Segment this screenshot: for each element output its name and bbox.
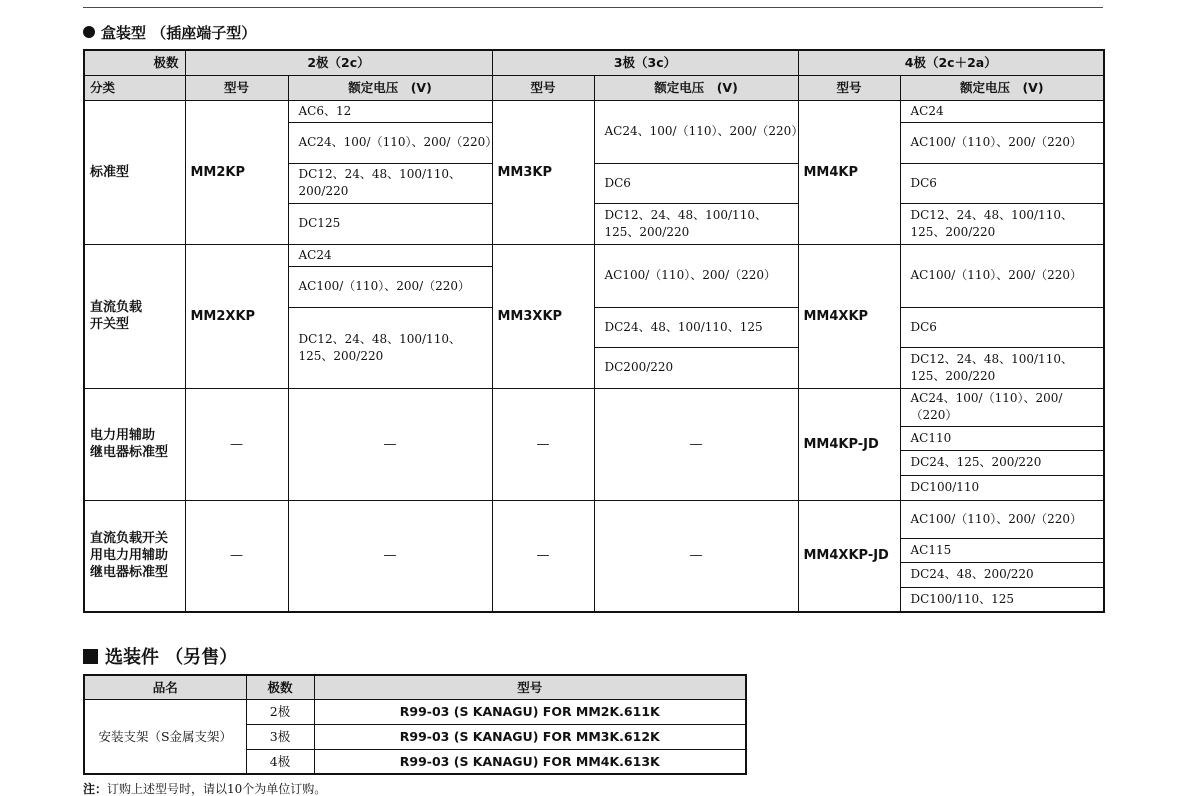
voltage-cell: AC100/（110）、200/（220） <box>900 500 1104 538</box>
model-table <box>83 49 1105 613</box>
model-cell: MM2KP <box>185 100 288 244</box>
col-header-voltage: 额定电压 (V) <box>288 75 492 100</box>
model-cell: — <box>492 388 594 500</box>
voltage-cell: DC12、24、48、100/110、125、200/220 <box>900 203 1104 244</box>
category-line: 直流负载 <box>90 300 143 315</box>
voltage-cell: DC12、24、48、100/110、125、200/220 <box>288 307 492 388</box>
col-header-model: 型号 <box>492 75 594 100</box>
footnote <box>83 780 326 796</box>
table-row <box>84 100 1104 122</box>
voltage-cell: DC6 <box>594 163 798 203</box>
col-header-model: 型号 <box>185 75 288 100</box>
voltage-cell: DC200/220 <box>594 347 798 388</box>
table-row <box>84 699 746 724</box>
model-cell: — <box>492 500 594 612</box>
voltage-cell: AC24、100/（110）、200/（220） <box>288 122 492 163</box>
category-line: 用电力用辅助 <box>90 548 169 564</box>
group-header-3p: 3极（3c） <box>492 50 798 75</box>
group-header-4p: 4极（2c＋2a） <box>798 50 1104 75</box>
section-title-options <box>83 643 237 669</box>
table-row <box>84 500 1104 538</box>
voltage-cell: AC115 <box>900 538 1104 562</box>
empty-dash-cell: — <box>594 500 798 612</box>
voltage-cell: AC110 <box>900 426 1104 450</box>
model-cell: MM4KP <box>798 100 900 244</box>
col-header-voltage: 额定电压 (V) <box>594 75 798 100</box>
group-header-2p: 2极（2c） <box>185 50 492 75</box>
model-cell: R99-03 (S KANAGU) FOR MM4K.613K <box>314 749 746 774</box>
model-cell: MM4XKP <box>798 244 900 388</box>
filled-circle-icon <box>83 26 95 38</box>
top-rule <box>83 7 1103 8</box>
col-header-model: 型号 <box>314 675 746 699</box>
options-table <box>83 674 747 775</box>
voltage-cell: AC24、100/（110）、200/（220） <box>900 388 1104 426</box>
options-header-row <box>84 675 746 699</box>
col-header-voltage: 额定电压 (V) <box>900 75 1104 100</box>
category-line: 继电器标准型 <box>90 565 169 581</box>
col-header-poles: 极数 <box>246 675 314 699</box>
category-line: 开关型 <box>90 317 130 332</box>
model-cell: MM2XKP <box>185 244 288 388</box>
footnote-label: 注： <box>83 782 108 796</box>
model-cell: R99-03 (S KANAGU) FOR MM3K.612K <box>314 724 746 749</box>
voltage-cell: AC24 <box>288 244 492 266</box>
category-line: 直流负载开关 <box>90 531 169 547</box>
voltage-cell: DC100/110 <box>900 475 1104 500</box>
voltage-cell: DC12、24、48、100/110、125、200/220 <box>900 347 1104 388</box>
section-title-box-type <box>83 22 256 43</box>
voltage-cell: AC24、100/（110）、200/（220） <box>594 100 798 163</box>
corner-poles-label: 极数 <box>84 50 185 75</box>
poles-cell: 3极 <box>246 724 314 749</box>
section-title-text: 选装件 （另售） <box>105 647 238 668</box>
empty-dash-cell: — <box>288 388 492 500</box>
model-cell: MM3KP <box>492 100 594 244</box>
model-cell: MM3XKP <box>492 244 594 388</box>
header-row-columns <box>84 75 1104 100</box>
voltage-cell: DC12、24、48、100/110、200/220 <box>288 163 492 203</box>
model-cell: R99-03 (S KANAGU) FOR MM2K.611K <box>314 699 746 724</box>
voltage-cell: AC100/（110）、200/（220） <box>900 122 1104 163</box>
category-line: 继电器标准型 <box>90 445 169 460</box>
voltage-cell: DC6 <box>900 307 1104 347</box>
filled-square-icon <box>83 649 98 664</box>
voltage-cell: DC6 <box>900 163 1104 203</box>
category-cell <box>84 388 185 500</box>
voltage-cell: AC100/（110）、200/（220） <box>594 244 798 307</box>
voltage-cell: DC125 <box>288 203 492 244</box>
voltage-cell: DC24、125、200/220 <box>900 450 1104 475</box>
footnote-text: 订购上述型号时，请以10个为单位订购。 <box>107 782 327 796</box>
voltage-cell: DC24、48、100/110、125 <box>594 307 798 347</box>
table-row <box>84 388 1104 426</box>
col-header-model: 型号 <box>798 75 900 100</box>
category-cell <box>84 100 185 244</box>
header-row-poles <box>84 50 1104 75</box>
voltage-cell: AC6、12 <box>288 100 492 122</box>
empty-dash-cell: — <box>288 500 492 612</box>
model-cell: MM4KP-JD <box>798 388 900 500</box>
model-cell: — <box>185 388 288 500</box>
voltage-cell: DC100/110、125 <box>900 587 1104 612</box>
item-name-cell: 安装支架（S金属支架） <box>84 699 246 774</box>
voltage-cell: DC24、48、200/220 <box>900 562 1104 587</box>
model-cell: MM4XKP-JD <box>798 500 900 612</box>
table-row <box>84 244 1104 266</box>
section-title-text: 盒装型 （插座端子型） <box>101 24 257 42</box>
empty-dash-cell: — <box>594 388 798 500</box>
voltage-cell: AC24 <box>900 100 1104 122</box>
poles-cell: 4极 <box>246 749 314 774</box>
corner-category-label: 分类 <box>84 75 185 100</box>
col-header-item-name: 品名 <box>84 675 246 699</box>
category-line: 标准型 <box>90 164 130 180</box>
voltage-cell: AC100/（110）、200/（220） <box>900 244 1104 307</box>
category-cell <box>84 500 185 612</box>
voltage-cell: AC100/（110）、200/（220） <box>288 266 492 307</box>
voltage-cell: DC12、24、48、100/110、125、200/220 <box>594 203 798 244</box>
category-line: 电力用辅助 <box>90 428 156 443</box>
poles-cell: 2极 <box>246 699 314 724</box>
category-cell <box>84 244 185 388</box>
model-cell: — <box>185 500 288 612</box>
